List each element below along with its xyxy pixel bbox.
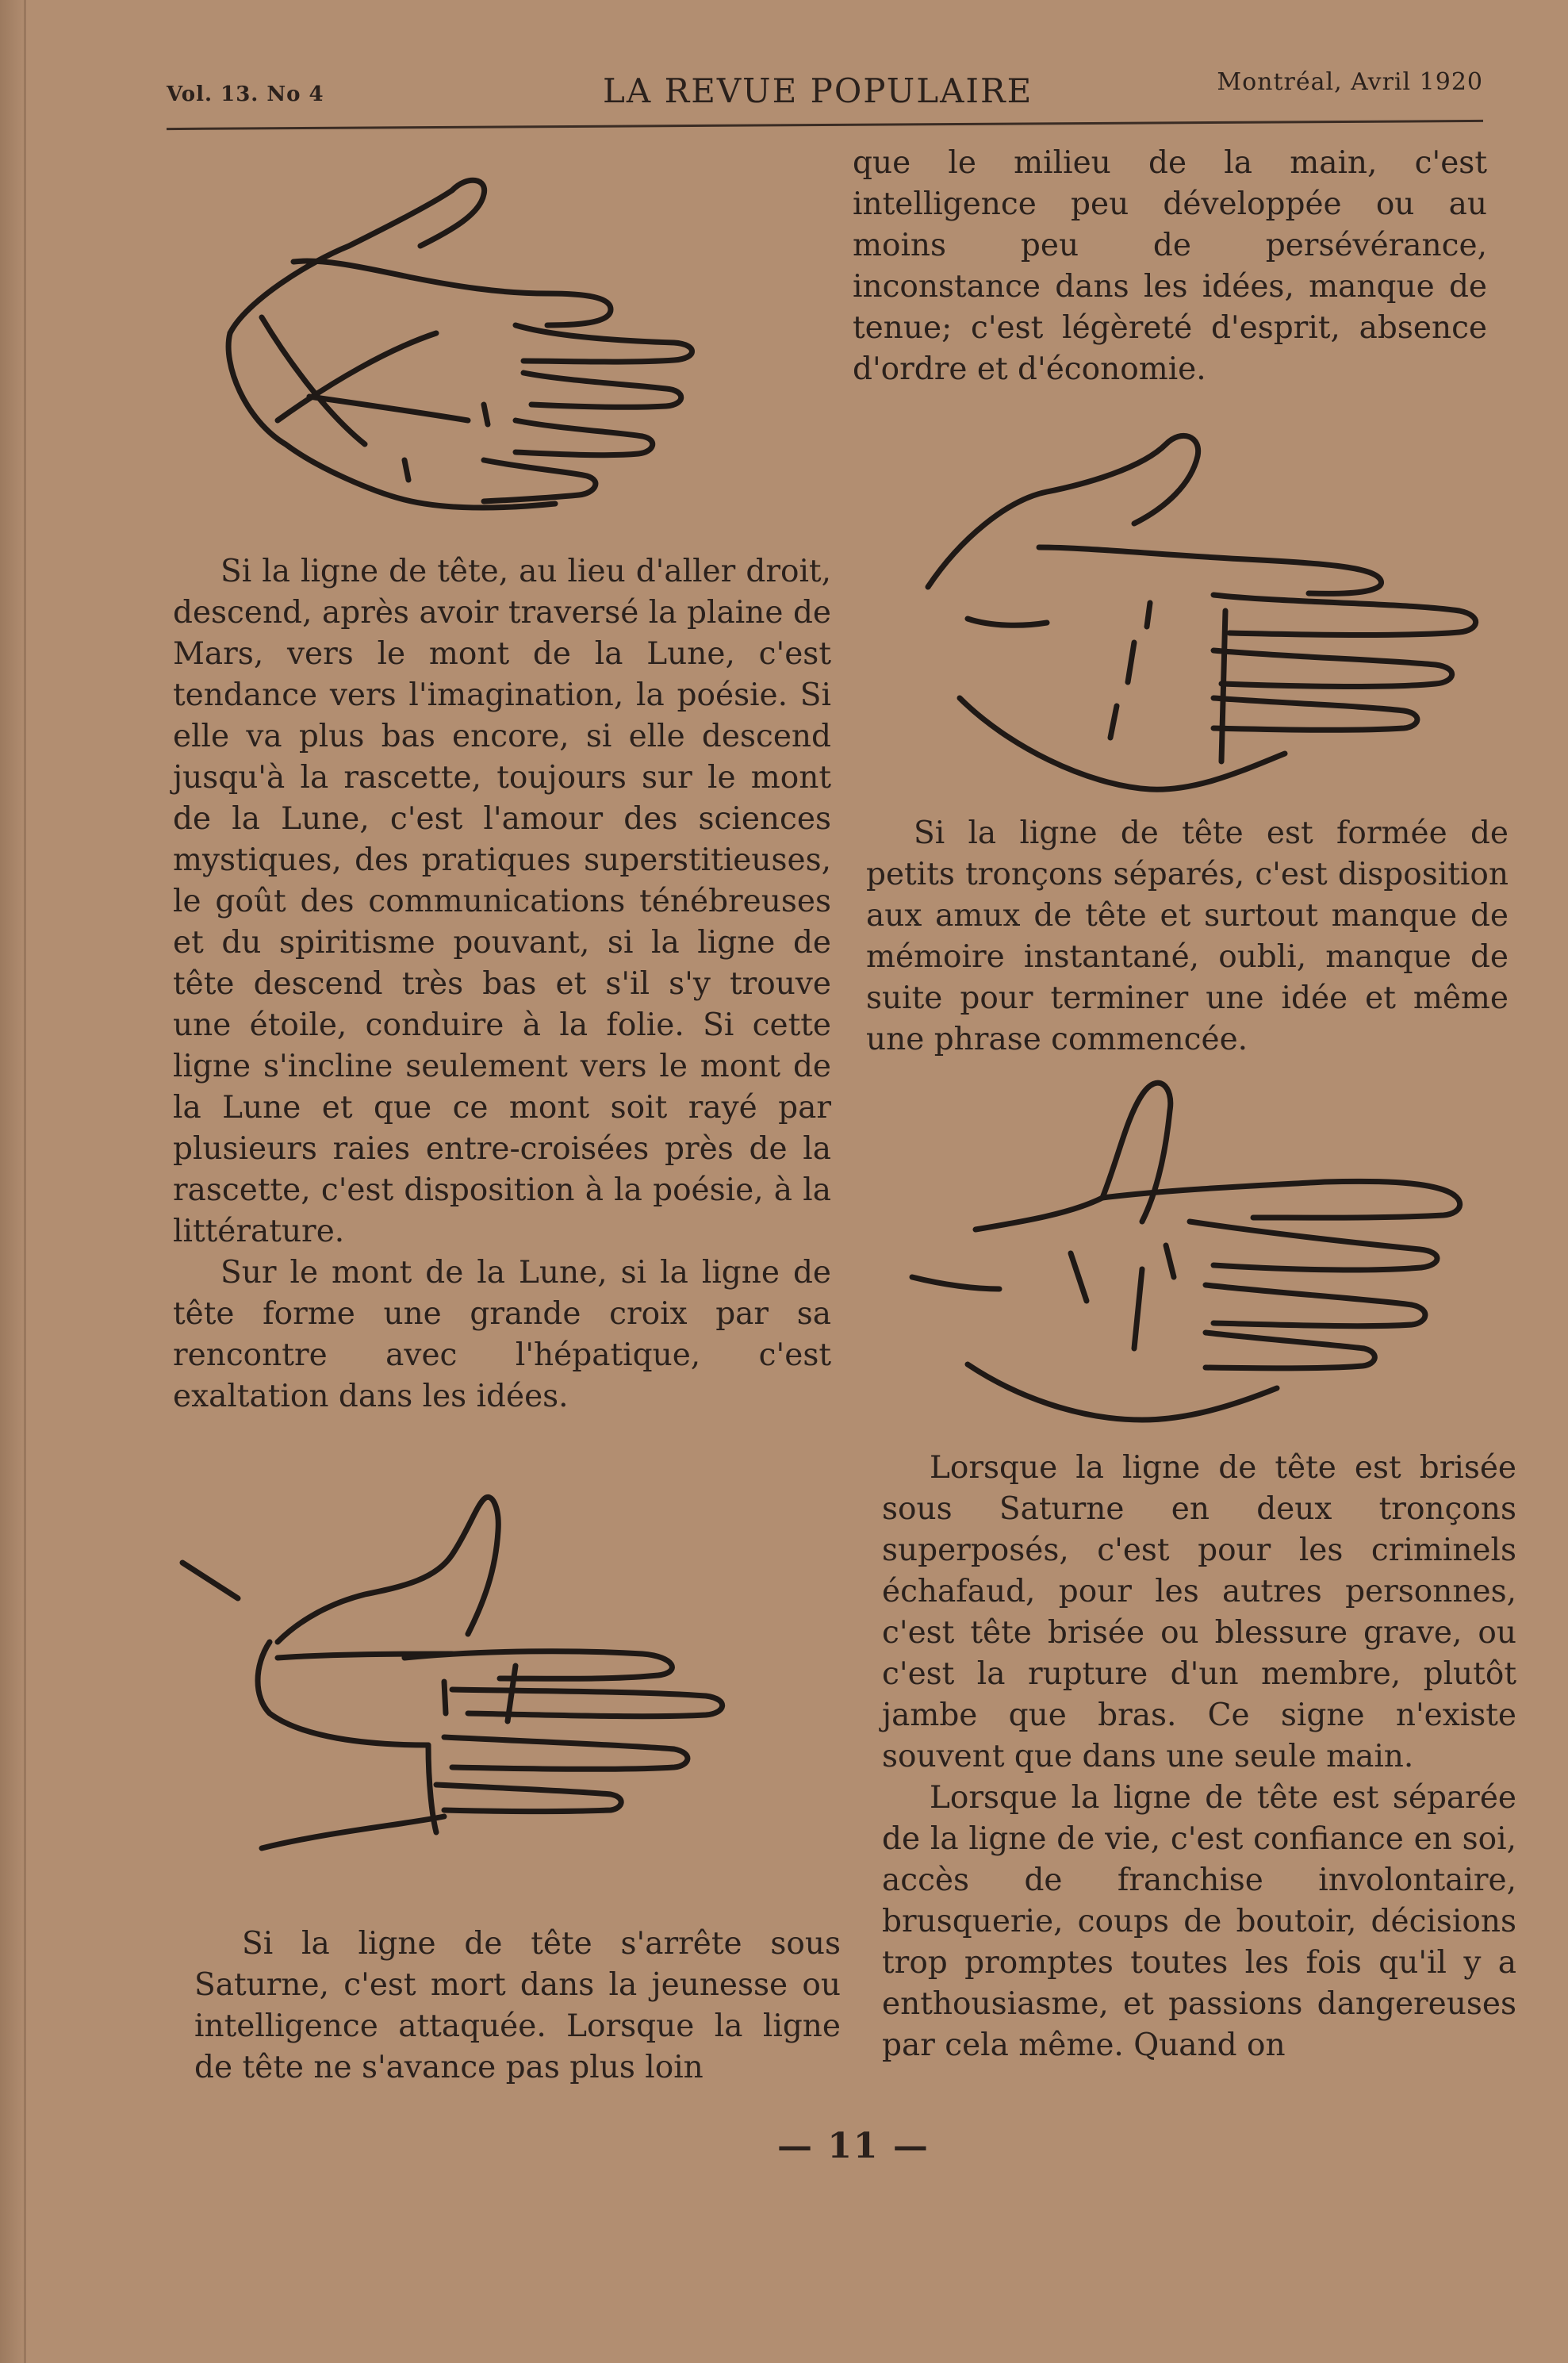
issue-date: Montréal, Avril 1920	[1217, 68, 1483, 96]
page-header	[167, 65, 1483, 113]
paragraph: Lorsque la ligne de tête est séparée de la ligne de vie, c'est confiance en soi, accès de franchise involontaire, brusquerie, coups de boutoir, décisions trop promptes toutes les fois qu'il y a enthousiasme, et passions dangereuses par cela même. Quand on	[882, 1780, 1516, 2063]
article-text-right-top	[853, 143, 1487, 390]
hand-illustration-2	[912, 412, 1507, 801]
hand-illustration-4	[167, 1483, 769, 1856]
header-rule	[167, 120, 1483, 130]
paragraph: Lorsque la ligne de tête est brisée sous Saturne en deux tronçons superposés, c'est pour les criminels échafaud, pour les autres personnes, c'est tête brisée ou blessure grave, ou c'est la rupture d'un membre, plutôt jambe que bras. Ce signe n'existe souvent que dans une seule main.	[882, 1450, 1516, 1774]
paragraph: Si la ligne de tête s'arrête sous Saturne, c'est mort dans la jeunesse ou intelligence attaquée. Lorsque la ligne de tête ne s'avance pas plus loin	[194, 1926, 841, 2085]
paragraph: Si la ligne de tête, au lieu d'aller droit, descend, après avoir traversé la plaine de Mars, vers le mont de la Lune, c'est tendance vers l'imagination, la poésie. Si elle va plus bas encore, si elle descend jusqu'à la rascette, toujours sur le mont de la Lune, c'est l'amour des sciences mystiques, des pratiques superstitieuses, le goût des communications ténébreuses et du spiritisme pouvant, si la ligne de tête descend très bas et s'il s'y trouve une étoile, conduire à la folie. Si cette ligne s'incline seulement vers le mont de la Lune et que ce mont soit rayé par plusieurs raies entre-croisées près de la rascette, c'est disposition à la poésie, à la littérature.	[173, 554, 831, 1249]
hand-illustration-3	[904, 1063, 1499, 1436]
article-text-left-2	[194, 1924, 841, 2089]
article-text-left-1	[173, 551, 831, 1417]
paragraph: Sur le mont de la Lune, si la ligne de tête forme une grande croix par sa rencontre avec l'hépatique, c'est exaltation dans les idées.	[173, 1255, 831, 1414]
article-text-right-3	[882, 1448, 1516, 2066]
page-binding-edge	[0, 0, 27, 2363]
page-number: — 11 —	[777, 2126, 930, 2166]
article-text-right-2	[866, 813, 1509, 1061]
hand-illustration-1	[214, 159, 769, 539]
paragraph: que le milieu de la main, c'est intelligence peu développée ou au moins peu de persévérance, inconstance dans les idées, manque de tenue; c'est légèreté d'esprit, absence d'ordre et d'économie.	[853, 145, 1487, 387]
volume-issue: Vol. 13. No 4	[167, 82, 324, 106]
paragraph: Si la ligne de tête est formée de petits tronçons séparés, c'est disposition aux amux de tête et surtout manque de mémoire instantané, oubli, manque de suite pour terminer une idée et même une phrase commencée.	[866, 815, 1509, 1057]
publication-title: LA REVUE POPULAIRE	[603, 71, 1033, 110]
